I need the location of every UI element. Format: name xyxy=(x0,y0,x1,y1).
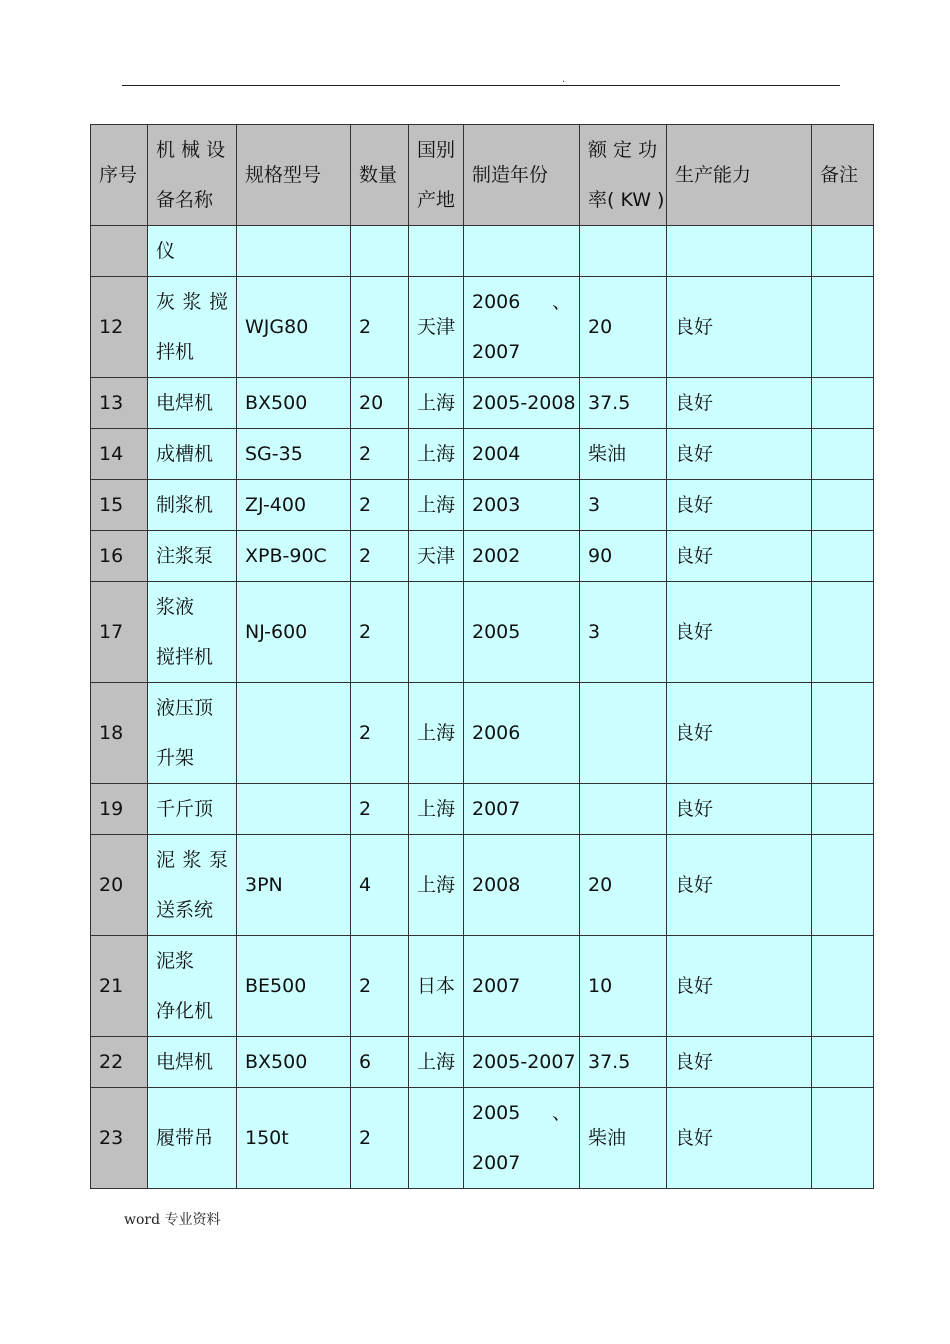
row-qty: 2 xyxy=(351,683,409,784)
row-no: 12 xyxy=(91,277,148,378)
cell-line: 制浆机 xyxy=(156,494,214,516)
cell-line-part: 搅 xyxy=(208,291,228,313)
row-power: 3 xyxy=(580,480,667,531)
row-model: BX500 xyxy=(237,1037,351,1088)
row-name xyxy=(148,1088,237,1189)
row-capacity: 良好 xyxy=(667,582,812,683)
row-qty: 2 xyxy=(351,480,409,531)
table-row xyxy=(91,835,874,936)
cell-line: 率( KW ) xyxy=(588,189,665,211)
row-remark xyxy=(812,1037,874,1088)
table-row xyxy=(91,683,874,784)
footer-text: word 专业资料 xyxy=(124,1212,221,1228)
row-remark xyxy=(812,277,874,378)
cell-line-part: 2006 xyxy=(472,291,521,313)
row-origin: 上海 xyxy=(409,1037,464,1088)
table-row xyxy=(91,531,874,582)
row-capacity: 良好 xyxy=(667,936,812,1037)
header-cell-qty xyxy=(351,125,409,226)
cell-line: 成槽机 xyxy=(156,443,214,465)
cell-line: 备名称 xyxy=(156,189,214,211)
row-year xyxy=(464,531,580,582)
row-origin xyxy=(409,1088,464,1189)
header-cell-year xyxy=(464,125,580,226)
row-name xyxy=(148,480,237,531)
cell-line xyxy=(472,277,579,327)
cell-line: 数量 xyxy=(359,164,398,186)
cell-line: 拌机 xyxy=(156,341,195,363)
cell-line: 2007 xyxy=(472,341,521,363)
row-year xyxy=(464,936,580,1037)
table-header-row xyxy=(91,125,874,226)
row-qty: 2 xyxy=(351,784,409,835)
cell-line: 2006 xyxy=(472,722,521,744)
cell-line: 2002 xyxy=(472,545,521,567)
row-origin: 上海 xyxy=(409,683,464,784)
header-cell-power xyxy=(580,125,667,226)
cell-line-part: 浆 xyxy=(182,291,202,313)
row-model: 150t xyxy=(237,1088,351,1189)
cell-line: 2008 xyxy=(472,874,521,896)
row-power: 20 xyxy=(580,835,667,936)
row-name xyxy=(148,378,237,429)
cell-line-part: 泵 xyxy=(208,849,228,871)
row-qty: 2 xyxy=(351,936,409,1037)
cell-line: 2003 xyxy=(472,494,521,516)
row-no: 15 xyxy=(91,480,148,531)
header-mark: . xyxy=(562,74,566,85)
row-power: 3 xyxy=(580,582,667,683)
table-row xyxy=(91,226,874,277)
row-capacity: 良好 xyxy=(667,531,812,582)
table-row xyxy=(91,277,874,378)
header-cell-remark xyxy=(812,125,874,226)
row-qty: 6 xyxy=(351,1037,409,1088)
row-capacity: 良好 xyxy=(667,480,812,531)
row-model: XPB-90C xyxy=(237,531,351,582)
row-power xyxy=(580,683,667,784)
cell-line: 规格型号 xyxy=(245,164,322,186)
cell-line-part: 2005 xyxy=(472,1102,521,1124)
row-model: WJG80 xyxy=(237,277,351,378)
row-no: 13 xyxy=(91,378,148,429)
row-name xyxy=(148,277,237,378)
row-origin: 天津 xyxy=(409,531,464,582)
row-origin xyxy=(409,226,464,277)
row-no: 22 xyxy=(91,1037,148,1088)
cell-line: 2007 xyxy=(472,1152,521,1174)
table-row xyxy=(91,1088,874,1189)
row-year xyxy=(464,277,580,378)
row-name xyxy=(148,429,237,480)
cell-line xyxy=(156,277,236,327)
row-remark xyxy=(812,784,874,835)
header-cell-model xyxy=(237,125,351,226)
row-remark xyxy=(812,835,874,936)
row-capacity: 良好 xyxy=(667,1037,812,1088)
row-origin: 上海 xyxy=(409,429,464,480)
row-qty: 4 xyxy=(351,835,409,936)
row-no: 16 xyxy=(91,531,148,582)
cell-line: 仪 xyxy=(156,240,176,262)
cell-line xyxy=(156,835,236,885)
cell-line: 升架 xyxy=(156,747,195,769)
cell-line: 2005-2007 xyxy=(472,1051,576,1073)
cell-line: 国别 xyxy=(417,139,456,161)
cell-line: 2007 xyxy=(472,798,521,820)
row-origin: 日本 xyxy=(409,936,464,1037)
row-year xyxy=(464,582,580,683)
table-row xyxy=(91,429,874,480)
row-remark xyxy=(812,226,874,277)
row-qty: 2 xyxy=(351,1088,409,1189)
table-row xyxy=(91,378,874,429)
row-year xyxy=(464,835,580,936)
header-cell-no xyxy=(91,125,148,226)
row-name xyxy=(148,784,237,835)
header-cell-capacity xyxy=(667,125,812,226)
cell-line: 序号 xyxy=(99,164,138,186)
table-row xyxy=(91,936,874,1037)
cell-line: 机 械 设 xyxy=(156,139,226,161)
cell-line: 2004 xyxy=(472,443,521,465)
row-name xyxy=(148,531,237,582)
equipment-table-body xyxy=(91,125,874,1189)
table-row xyxy=(91,784,874,835)
cell-line: 生产能力 xyxy=(675,164,752,186)
table-row xyxy=(91,1037,874,1088)
row-capacity: 良好 xyxy=(667,378,812,429)
cell-line: 备注 xyxy=(820,164,859,186)
row-qty: 2 xyxy=(351,582,409,683)
cell-line: 履带吊 xyxy=(156,1127,214,1149)
row-year xyxy=(464,480,580,531)
row-remark xyxy=(812,936,874,1037)
row-power: 10 xyxy=(580,936,667,1037)
table-row xyxy=(91,480,874,531)
row-remark xyxy=(812,531,874,582)
equipment-table xyxy=(90,124,874,1189)
row-remark xyxy=(812,480,874,531)
row-remark xyxy=(812,378,874,429)
row-no: 20 xyxy=(91,835,148,936)
cell-line: 额 定 功 xyxy=(588,139,658,161)
row-power: 柴油 xyxy=(580,1088,667,1189)
cell-line-part: 浆 xyxy=(182,849,202,871)
row-qty xyxy=(351,226,409,277)
header-cell-origin xyxy=(409,125,464,226)
row-origin: 天津 xyxy=(409,277,464,378)
cell-line: 千斤顶 xyxy=(156,798,214,820)
row-capacity: 良好 xyxy=(667,429,812,480)
row-year xyxy=(464,1037,580,1088)
table-row xyxy=(91,582,874,683)
cell-line: 送系统 xyxy=(156,899,214,921)
row-model: BX500 xyxy=(237,378,351,429)
row-year xyxy=(464,429,580,480)
row-capacity: 良好 xyxy=(667,784,812,835)
row-model: BE500 xyxy=(237,936,351,1037)
row-no: 21 xyxy=(91,936,148,1037)
cell-line: 电焊机 xyxy=(156,392,214,414)
row-year xyxy=(464,378,580,429)
cell-line: 液压顶 xyxy=(156,697,214,719)
row-no: 23 xyxy=(91,1088,148,1189)
row-model: ZJ-400 xyxy=(237,480,351,531)
cell-line-part: 、 xyxy=(551,1102,571,1124)
row-power: 37.5 xyxy=(580,1037,667,1088)
row-power: 20 xyxy=(580,277,667,378)
row-no: 17 xyxy=(91,582,148,683)
row-remark xyxy=(812,429,874,480)
row-capacity: 良好 xyxy=(667,683,812,784)
row-remark xyxy=(812,683,874,784)
row-model: NJ-600 xyxy=(237,582,351,683)
row-remark xyxy=(812,1088,874,1189)
cell-line-part: 灰 xyxy=(156,291,176,313)
row-model: SG-35 xyxy=(237,429,351,480)
row-name xyxy=(148,936,237,1037)
row-model xyxy=(237,683,351,784)
row-origin xyxy=(409,582,464,683)
row-name xyxy=(148,835,237,936)
row-name xyxy=(148,226,237,277)
row-model xyxy=(237,226,351,277)
cell-line: 搅拌机 xyxy=(156,646,214,668)
row-year xyxy=(464,784,580,835)
row-power: 90 xyxy=(580,531,667,582)
row-no xyxy=(91,226,148,277)
header-cell-name xyxy=(148,125,237,226)
row-no: 18 xyxy=(91,683,148,784)
row-origin: 上海 xyxy=(409,480,464,531)
row-year xyxy=(464,683,580,784)
row-power: 37.5 xyxy=(580,378,667,429)
row-remark xyxy=(812,582,874,683)
row-qty: 20 xyxy=(351,378,409,429)
cell-line: 2005-2008 xyxy=(472,392,576,414)
row-no: 14 xyxy=(91,429,148,480)
cell-line-part: 、 xyxy=(551,291,571,313)
row-power xyxy=(580,226,667,277)
cell-line: 注浆泵 xyxy=(156,545,214,567)
row-qty: 2 xyxy=(351,429,409,480)
row-name xyxy=(148,1037,237,1088)
cell-line xyxy=(472,1088,579,1138)
row-name xyxy=(148,582,237,683)
row-origin: 上海 xyxy=(409,835,464,936)
cell-line: 2005 xyxy=(472,621,521,643)
row-model xyxy=(237,784,351,835)
row-capacity xyxy=(667,226,812,277)
row-qty: 2 xyxy=(351,277,409,378)
row-capacity: 良好 xyxy=(667,1088,812,1189)
cell-line: 2007 xyxy=(472,975,521,997)
cell-line: 产地 xyxy=(417,189,456,211)
row-power xyxy=(580,784,667,835)
row-capacity: 良好 xyxy=(667,277,812,378)
header-rule xyxy=(122,85,840,86)
row-qty: 2 xyxy=(351,531,409,582)
cell-line: 浆液 xyxy=(156,596,195,618)
cell-line: 泥浆 xyxy=(156,950,195,972)
row-power: 柴油 xyxy=(580,429,667,480)
row-origin: 上海 xyxy=(409,784,464,835)
row-year xyxy=(464,226,580,277)
cell-line-part: 泥 xyxy=(156,849,176,871)
row-capacity: 良好 xyxy=(667,835,812,936)
row-name xyxy=(148,683,237,784)
row-origin: 上海 xyxy=(409,378,464,429)
cell-line: 制造年份 xyxy=(472,164,549,186)
cell-line: 电焊机 xyxy=(156,1051,214,1073)
row-no: 19 xyxy=(91,784,148,835)
row-year xyxy=(464,1088,580,1189)
row-model: 3PN xyxy=(237,835,351,936)
cell-line: 净化机 xyxy=(156,1000,214,1022)
